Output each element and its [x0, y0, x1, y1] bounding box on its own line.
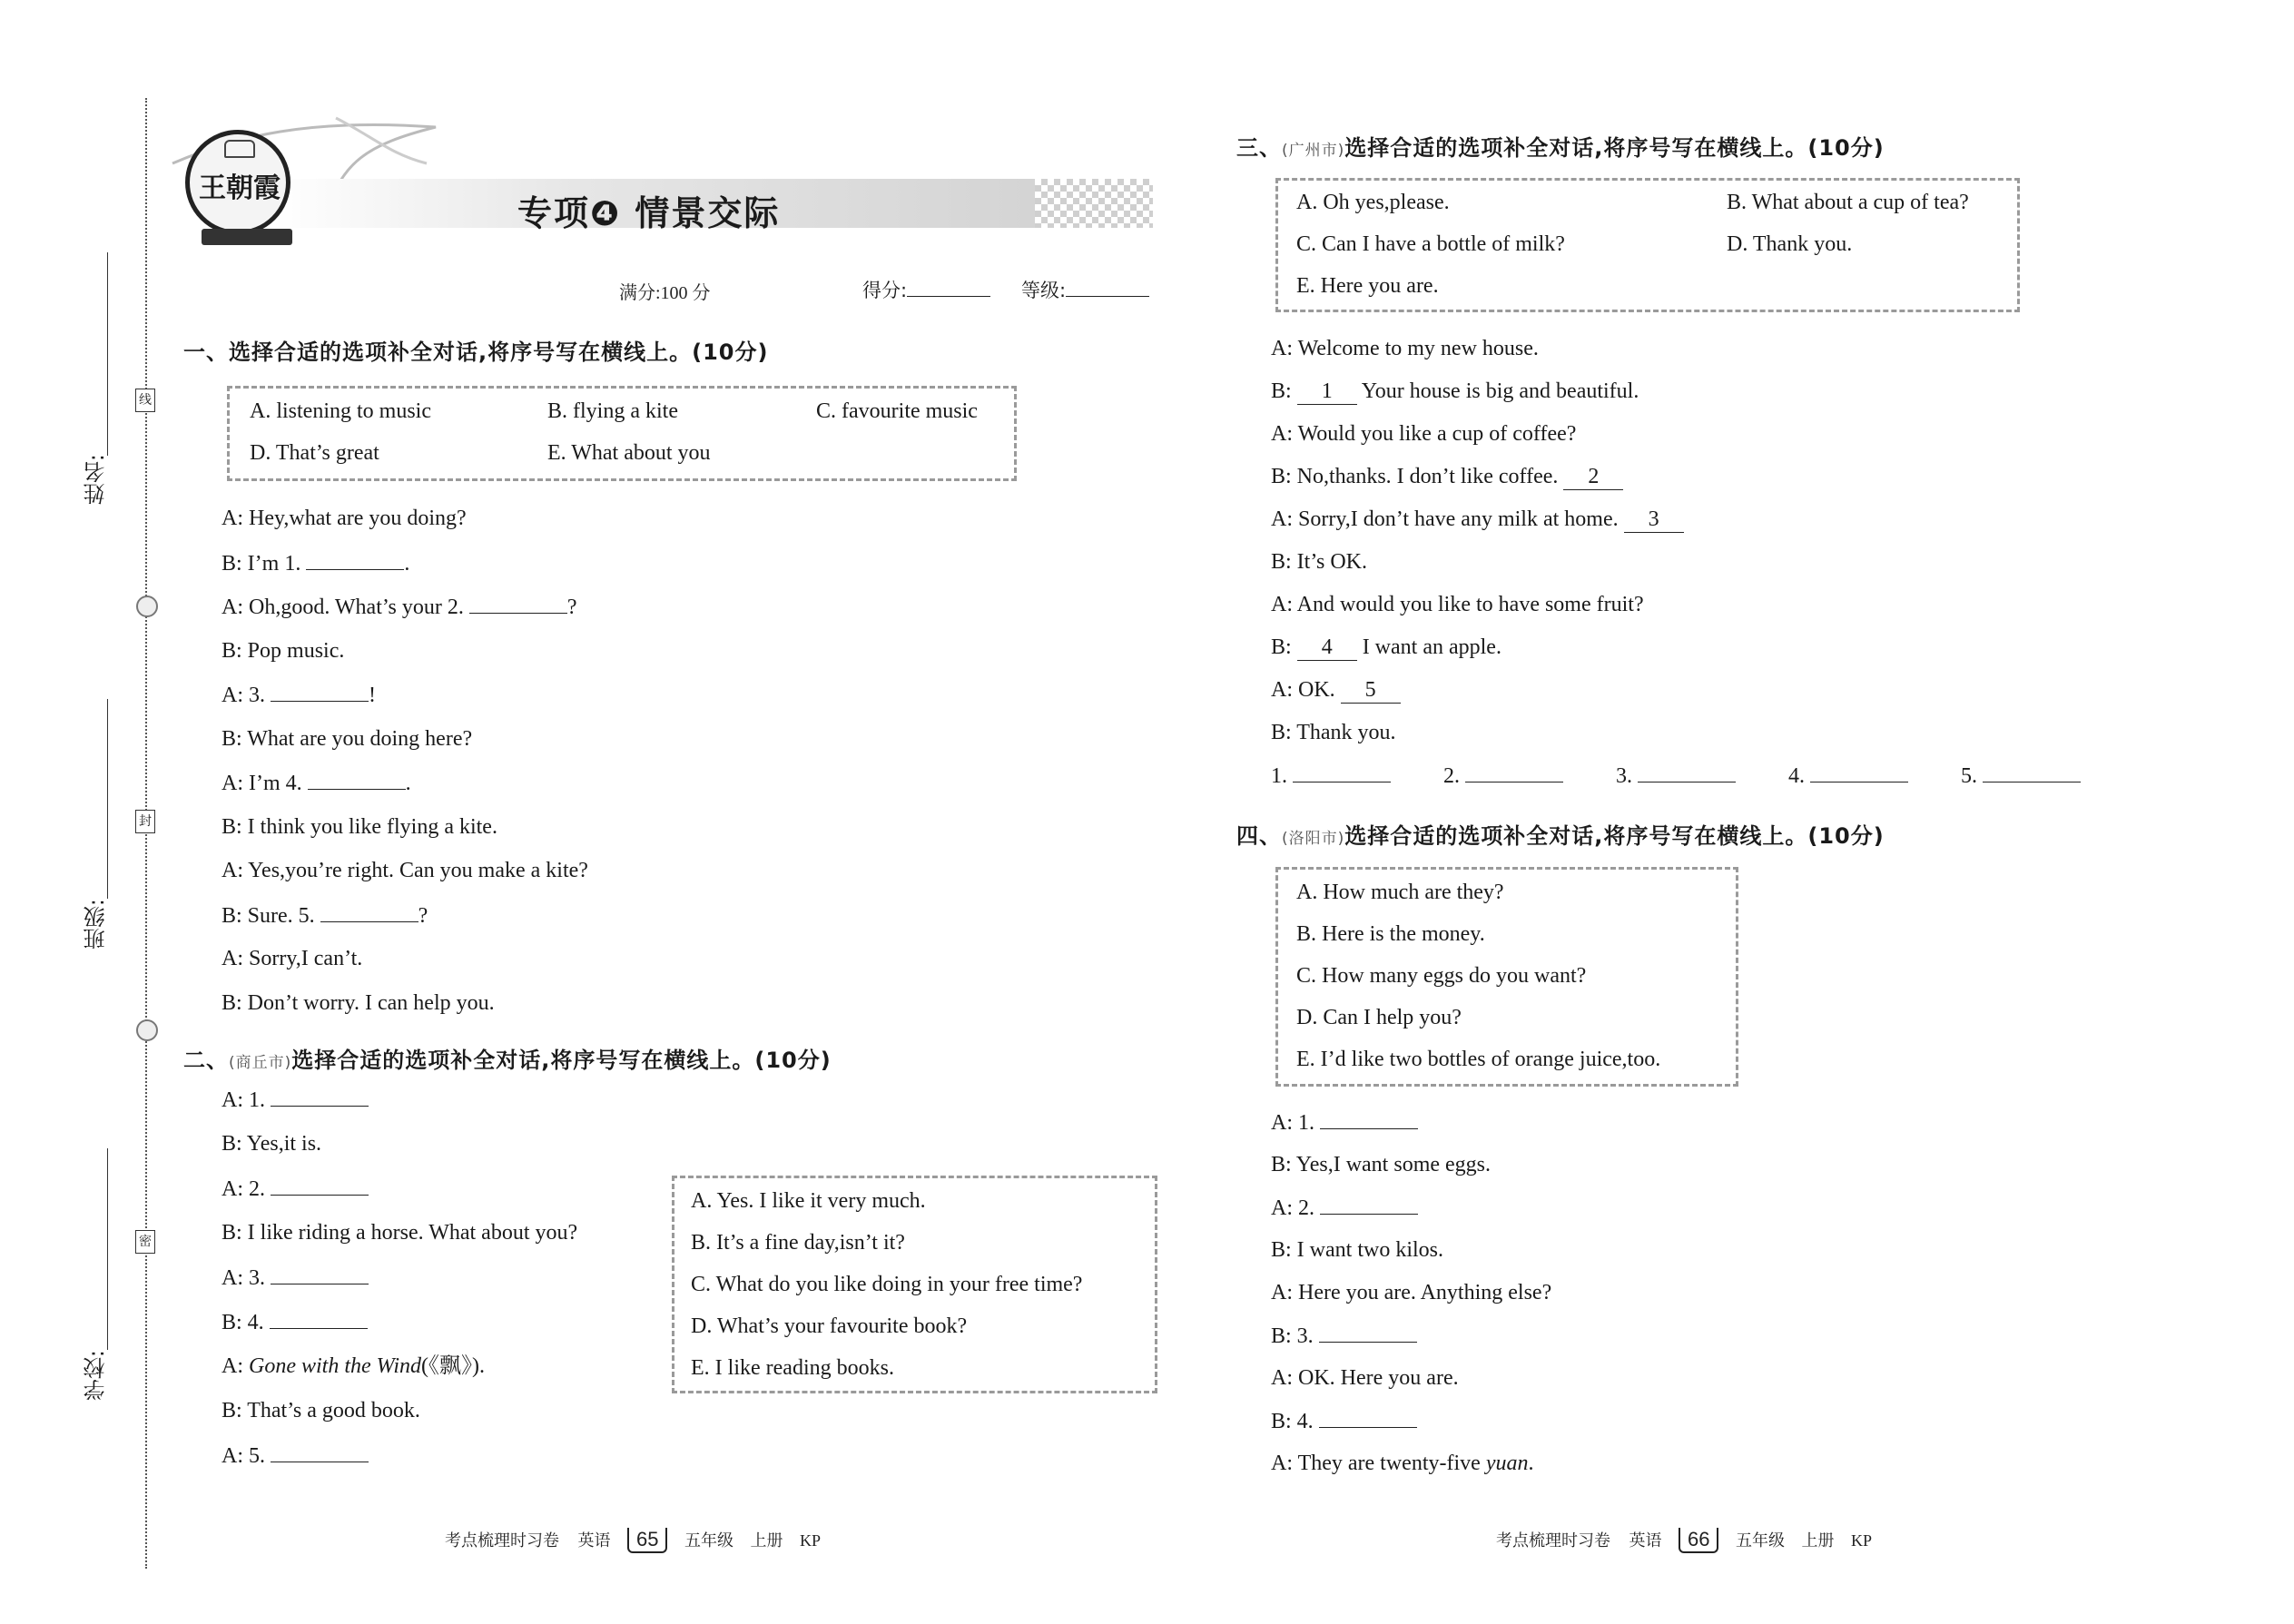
dialogue-line: B: 4 I want an apple.	[1271, 635, 1501, 659]
seal-mark-line: 线	[135, 389, 155, 412]
answer-blank[interactable]	[1320, 1194, 1418, 1215]
dialogue-line: A: 3. !	[222, 681, 376, 709]
dialogue-line: B: I’m 1. .	[222, 549, 409, 577]
answer-blank[interactable]	[270, 1308, 368, 1329]
answer-label: 5.	[1961, 764, 1977, 788]
page-number: 66	[1679, 1528, 1718, 1553]
filled-blank-4[interactable]: 4	[1297, 635, 1357, 661]
dialogue-line: A: 5.	[222, 1442, 369, 1470]
dialogue-line: B: Sure. 5. ?	[222, 901, 428, 930]
option-a: A. Oh yes,please.	[1296, 191, 1450, 214]
class-field-line	[107, 699, 108, 899]
logo-seal	[185, 130, 290, 235]
dialogue-line: B: No,thanks. I don’t like coffee. 2	[1271, 463, 1623, 490]
dialogue-line: A: Gone with the Wind(《飘》).	[222, 1354, 485, 1378]
footer-term: 上册	[750, 1531, 783, 1550]
answer-row	[1443, 762, 1563, 790]
option-c: C. What do you like doing in your free time?	[691, 1273, 1083, 1296]
footer-book: 考点梳理时习卷	[445, 1531, 559, 1550]
score-blank[interactable]	[907, 278, 990, 297]
option-b: B. flying a kite	[547, 399, 678, 423]
section-3-city: (广州市)	[1282, 142, 1345, 160]
dialogue-line: B: Don’t worry. I can help you.	[222, 991, 495, 1015]
dialogue-line: B: 4.	[222, 1308, 368, 1336]
section-4-title: 四、(洛阳市)选择合适的选项补全对话,将序号写在横线上。(10分)	[1236, 823, 1885, 849]
dialogue-line: A: Yes,you’re right. Can you make a kite?	[222, 859, 588, 882]
footer-subject: 英语	[577, 1531, 611, 1550]
binding-hole	[136, 595, 158, 617]
grade-field	[1021, 276, 1149, 303]
option-e: E. Here you are.	[1296, 274, 1439, 298]
dialogue-line: A: Hey,what are you doing?	[222, 507, 467, 530]
dialogue-line: A: Sorry,I don’t have any milk at home. 3	[1271, 506, 1684, 533]
school-field-line	[107, 1148, 108, 1350]
dialogue-line: A: They are twenty-five yuan.	[1271, 1452, 1534, 1475]
dialogue-line: B: Yes,I want some eggs.	[1271, 1153, 1492, 1176]
answer-blank[interactable]	[1983, 762, 2081, 782]
answer-blank[interactable]	[308, 769, 406, 790]
class-label: 班级:	[84, 899, 109, 950]
answer-blank[interactable]	[1319, 1407, 1417, 1428]
answer-label: 1.	[1271, 764, 1287, 788]
dialogue-line: B: I think you like flying a kite.	[222, 815, 497, 839]
option-e: E. What about you	[547, 441, 711, 465]
dialogue-line: A: OK. 5	[1271, 676, 1401, 704]
filled-blank-3[interactable]: 3	[1624, 507, 1684, 533]
answer-blank[interactable]	[469, 593, 567, 614]
answer-blank[interactable]	[306, 549, 404, 570]
seal-mark-seal: 封	[135, 810, 155, 833]
footer-code: KP	[1850, 1531, 1872, 1550]
option-c: C. favourite music	[816, 399, 978, 423]
answer-blank[interactable]	[271, 1264, 369, 1284]
seal-mark-secret: 密	[135, 1230, 155, 1254]
checker-decoration	[1035, 179, 1153, 228]
filled-blank-5[interactable]: 5	[1341, 677, 1401, 704]
dialogue-line: A: And would you like to have some fruit?	[1271, 593, 1644, 616]
section-4-options-box	[1275, 867, 1738, 1087]
answer-blank[interactable]	[271, 1175, 369, 1196]
binding-dotted-line	[145, 98, 147, 1569]
answer-blank[interactable]	[271, 1086, 369, 1107]
filled-blank-2[interactable]: 2	[1563, 464, 1623, 490]
dialogue-line: B: What are you doing here?	[222, 727, 473, 751]
full-marks: 满分:100 分	[619, 283, 711, 303]
book-title: Gone with the Wind	[249, 1354, 421, 1378]
school-label: 学校:	[84, 1350, 109, 1402]
section-1-title: 一、选择合适的选项补全对话,将序号写在横线上。(10分)	[183, 340, 769, 365]
dialogue-line: A: 1.	[222, 1086, 369, 1114]
page-title: 专项❹ 情景交际	[517, 193, 781, 233]
dialogue-line: B: 1 Your house is big and beautiful.	[1271, 379, 1639, 403]
footer-grade: 五年级	[684, 1531, 733, 1550]
answer-label: 3.	[1616, 764, 1632, 788]
yuan-word: yuan	[1485, 1452, 1529, 1475]
section-2-options-box	[672, 1176, 1157, 1393]
dialogue-line: A: 1.	[1271, 1108, 1418, 1137]
section-2-city: (商丘市)	[229, 1054, 292, 1072]
option-b: B. It’s a fine day,isn’t it?	[691, 1231, 905, 1255]
answer-blank[interactable]	[1810, 762, 1908, 782]
option-e: E. I like reading books.	[691, 1356, 894, 1380]
filled-blank-1[interactable]: 1	[1297, 379, 1357, 405]
option-c: C. How many eggs do you want?	[1296, 964, 1587, 988]
dialogue-line: A: 3.	[222, 1264, 369, 1292]
footer-grade: 五年级	[1735, 1531, 1785, 1550]
logo-text: 王朝霞	[199, 172, 281, 204]
answer-label: 2.	[1443, 764, 1460, 788]
answer-blank[interactable]	[1293, 762, 1391, 782]
section-3-options-box	[1275, 178, 2020, 312]
section-2-title: 二、(商丘市)选择合适的选项补全对话,将序号写在横线上。(10分)	[183, 1048, 832, 1073]
section-1-options-box	[227, 386, 1017, 481]
answer-row	[1961, 762, 2081, 790]
answer-blank[interactable]	[271, 1442, 369, 1462]
footer-code: KP	[799, 1531, 821, 1550]
dialogue-line: A: 2.	[222, 1175, 369, 1203]
dialogue-line: B: 4.	[1271, 1407, 1417, 1435]
name-label: 姓名:	[84, 454, 109, 506]
dialogue-line: B: 3.	[1271, 1322, 1417, 1350]
answer-row	[1788, 762, 1908, 790]
answer-blank[interactable]	[320, 901, 418, 922]
option-e: E. I’d like two bottles of orange juice,too.	[1296, 1048, 1661, 1071]
dialogue-line: A: Sorry,I can’t.	[222, 947, 363, 970]
dialogue-line: B: I like riding a horse. What about you?	[222, 1221, 578, 1245]
footer-book: 考点梳理时习卷	[1496, 1531, 1610, 1550]
dialogue-line: B: That’s a good book.	[222, 1399, 420, 1422]
score-label: 得分:	[862, 280, 908, 301]
answer-blank[interactable]	[1465, 762, 1563, 782]
logo-crown-icon	[224, 140, 255, 158]
dialogue-line: A: I’m 4. .	[222, 769, 411, 797]
dialogue-line: B: I want two kilos.	[1271, 1238, 1443, 1262]
option-c: C. Can I have a bottle of milk?	[1296, 232, 1565, 256]
binding-hole	[136, 1019, 158, 1041]
dialogue-line: A: 2.	[1271, 1194, 1418, 1222]
option-b: B. What about a cup of tea?	[1727, 191, 1969, 214]
answer-row	[1616, 762, 1736, 790]
answer-blank[interactable]	[1638, 762, 1736, 782]
answer-row	[1271, 762, 1391, 790]
grade-label: 等级:	[1021, 280, 1067, 301]
footer-left	[445, 1528, 821, 1553]
option-a: A. listening to music	[250, 399, 431, 423]
answer-blank[interactable]	[271, 681, 369, 702]
option-d: D. That’s great	[250, 441, 379, 465]
dialogue-line: B: Yes,it is.	[222, 1132, 322, 1156]
option-d: D. What’s your favourite book?	[691, 1314, 968, 1338]
option-b: B. Here is the money.	[1296, 922, 1485, 946]
dialogue-line: B: Pop music.	[222, 639, 345, 663]
name-field-line	[107, 252, 108, 456]
dialogue-line: B: Thank you.	[1271, 721, 1396, 744]
page-number: 65	[627, 1528, 667, 1553]
grade-blank[interactable]	[1066, 278, 1149, 297]
footer-right	[1496, 1528, 1872, 1553]
dialogue-line: A: Oh,good. What’s your 2. ?	[222, 593, 577, 621]
answer-blank[interactable]	[1319, 1322, 1417, 1343]
dialogue-line: A: OK. Here you are.	[1271, 1366, 1459, 1390]
answer-label: 4.	[1788, 764, 1805, 788]
dialogue-line: A: Welcome to my new house.	[1271, 337, 1539, 360]
option-a: A. How much are they?	[1296, 881, 1504, 904]
option-d: D. Can I help you?	[1296, 1006, 1462, 1029]
option-a: A. Yes. I like it very much.	[691, 1189, 926, 1213]
dialogue-line: B: It’s OK.	[1271, 550, 1368, 574]
footer-subject: 英语	[1629, 1531, 1662, 1550]
option-d: D. Thank you.	[1727, 232, 1853, 256]
logo-ribbon	[202, 229, 292, 245]
section-3-title: 三、(广州市)选择合适的选项补全对话,将序号写在横线上。(10分)	[1236, 135, 1885, 161]
dialogue-line: A: Here you are. Anything else?	[1271, 1281, 1552, 1304]
section-4-city: (洛阳市)	[1282, 830, 1345, 848]
score-field	[862, 276, 990, 303]
answer-blank[interactable]	[1320, 1108, 1418, 1129]
dialogue-line: A: Would you like a cup of coffee?	[1271, 422, 1577, 446]
footer-term: 上册	[1801, 1531, 1835, 1550]
